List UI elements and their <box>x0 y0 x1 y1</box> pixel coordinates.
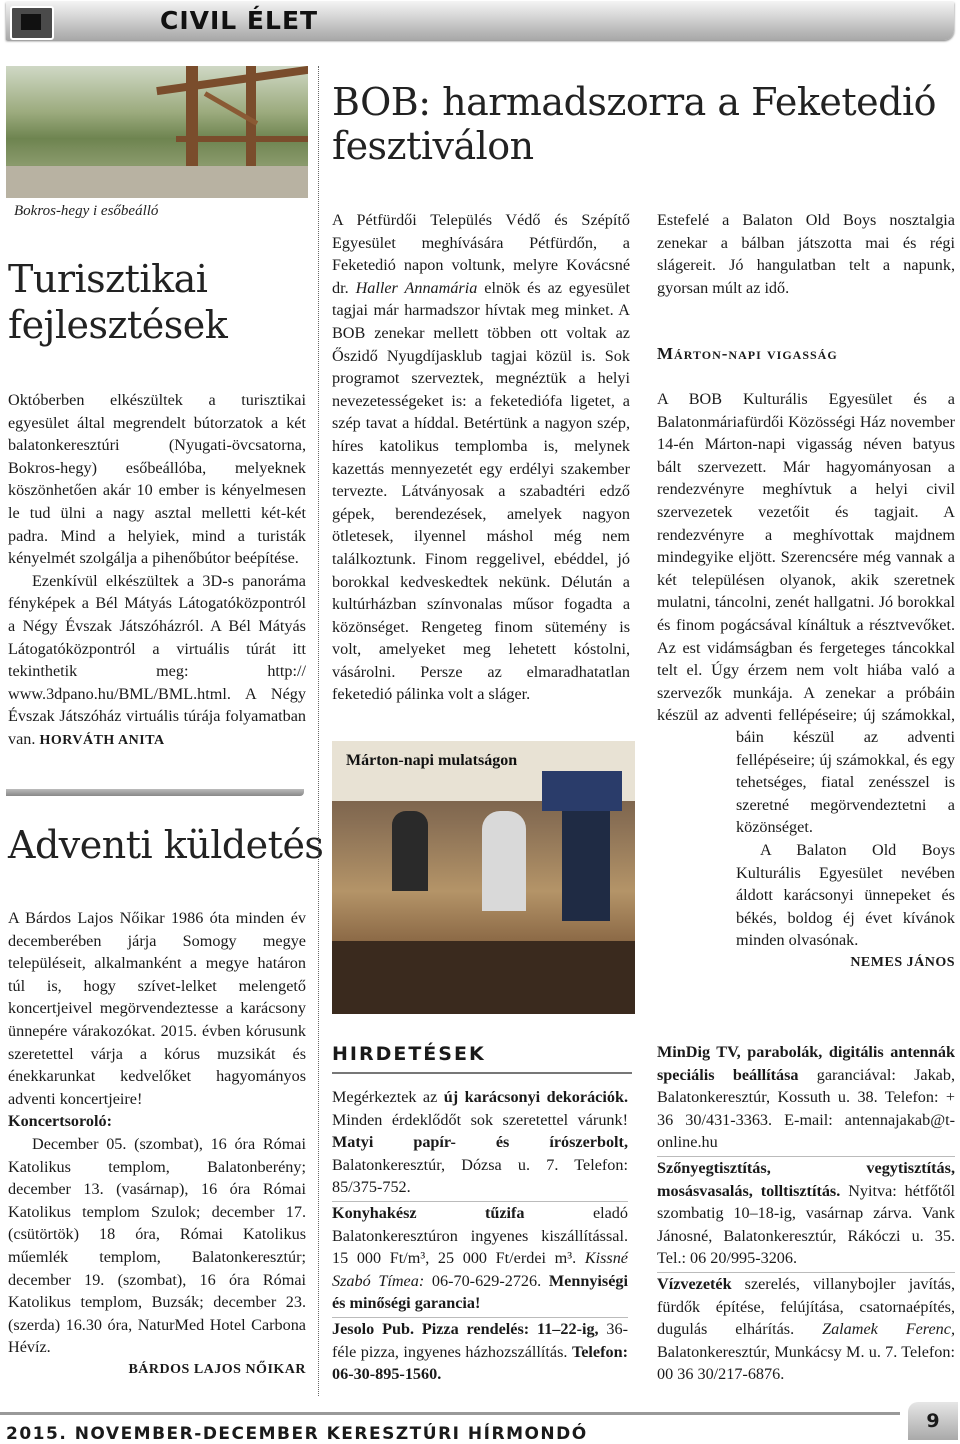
ads-column <box>657 1041 955 1386</box>
text-bold: Matyi papír- és írószerbolt, <box>332 1133 628 1152</box>
divider <box>332 1072 632 1074</box>
title-line: fejlesztések <box>8 303 228 347</box>
text-italic: Kissné Szabó Tímea: <box>332 1249 628 1290</box>
article-title: Adventi küldetés <box>8 823 324 867</box>
article-title <box>8 256 227 348</box>
text: garanciával: Jakab, Balatonkeresztúr, Kossuth u. 38. Telefon: + 36 30/431-3363. E-mail: antennajakab@t-online.hu <box>657 1065 955 1152</box>
footer-rule <box>0 1412 900 1415</box>
paragraph: báin készül az adventi fellépéseire; új számokkal, és egy tehetséges, fiatal zenésszel is szeretné megörvendeztetni a közönséget. <box>736 728 955 837</box>
concert-list: December 05. (szombat), 16 óra Római Katolikus templom, Balatonberény; december 13. (vasárnap), 16 óra Római Katolikus templom Szulok; december 17. (csütörtök) 18 óra, Római Katolikus műemlék templom, Balatonkeresztúr; december 19. (szombat), 16 óra Római Katolikus templom, Buzsák; december 23. (szerda) 16.30 óra, NaturMed Hotel Carbona Hévíz. <box>8 1134 306 1357</box>
author: BÁRDOS LAJOS NŐIKAR <box>128 1361 306 1377</box>
text-bold: Mennyiségi és minőségi garancia! <box>332 1271 628 1313</box>
text: Minden érdeklődőt sok szeretettel várunk! <box>332 1110 628 1129</box>
text-bold: Szőnyegtisztítás, vegytisztítás, mosásvasalás, tolltisztítás. <box>657 1158 955 1200</box>
text: eladó Balatonkeresztúron ingyenes kiszállítással. 15 000 Ft/m³, 25 000 Ft/erdei m³. <box>332 1203 628 1268</box>
paragraph: Estefelé a Balaton Old Boys nosztalgia zenekar a bálban játszotta mai és régi slágereit. Jó hangulatban telt a napunk, gyorsan múlt az idő. <box>657 211 955 297</box>
ad <box>332 1202 628 1318</box>
section-marker-icon <box>10 6 54 40</box>
paragraph: Októberben elkészültek a turisztikai egyesület által megrendelt bútorzatok a két balatonkeresztúri (Nyugati-övcsatorna, Bokros-hegy) esőbeállóba, melyeknek köszönhetően akár 10 ember is kényelmesen le tud ülni a nagy asztal melletti két-két padra. Mind a helyiek, mind a turisták kényelmét szolgálja a pihenőbútor beépítése. <box>8 391 306 568</box>
text: Megérkeztek az <box>332 1088 444 1106</box>
column-separator <box>318 66 319 1396</box>
ads-column <box>332 1086 628 1386</box>
text: elnök és az egyesület tagjai már harmadszor hívtak meg minket. A BOB zenekar mellett többen ott voltak az Őszidő Nyugdíjasklub tagjai közül is. Sok programot szerveztek, megnéztük a helyi nevezetességeket is: a feketediófa ligetet, a szép tavat a híddal. Betértünk a nagyon szép, híres katolikus templomba is, melynek kazettás mennyezetét egy erdélyi szakember tervezte. Látványosak a szabadtéri edző gépek, berendezések, amelyek nagyon ötletesek, ilyennel máshol még nem találkoztunk. Finom reggelivel, ebéddel, jó borokkal kedveskedtek nekünk. Délután a kultúrházban színvonalas műsor fogadta a közönséget. Rengeteg finom sütemény is volt, amelyeket meg lehetett kóstolni, vásárolni. Persze az elmaradhatatlan feketedió pálinka volt a sláger. <box>332 278 630 704</box>
text-bold: Vízvezeték <box>657 1274 732 1293</box>
author: HORVÁTH ANITA <box>39 732 165 748</box>
article-body <box>736 726 955 975</box>
paragraph: A BOB Kulturális Egyesület és a Balatonmáriafürdői Közösségi Ház november 14-én Márton-napi vigasság néven batyus bált szervezett. Már hagyományosan a rendezvényre meghívtuk a helyi civil szervezetek vezetőit és tagjait. A rendezvényre a meghívottak majdnem mindegyike eljött. Szerencsére még vannak a két településen olyanok, akik szeretnek mulatni, táncolni, zenét hallgatni. Jó borokkal és finom pogácsával kínáltuk a résztvevőket. Az est vidámságban és fergeteges táncokkal telt el. Úgy érzem nem volt hiába való a szervezők munkája. A zenekar a próbáin készül az adventi fellépéseire; új számokkal, <box>657 390 955 725</box>
article-body <box>657 209 955 299</box>
title-line: Turisztikai <box>8 257 208 301</box>
text: A Pétfürdői Település Védő és Szépítő Egyesület meghívására Pétfürdőn, a Feketedió napon voltunk, melyre Kovácsné dr. <box>332 211 630 297</box>
shelter-photo <box>6 66 308 198</box>
ad <box>332 1086 628 1202</box>
subheading: Márton-napi vigasság <box>657 344 838 363</box>
divider <box>6 789 304 796</box>
author: NEMES JÁNOS <box>850 954 955 970</box>
text: Nyitva: hétfőtől szombatig 10–18-ig, vasárnap zárva. Vank Jánosné, Balatonkeresztúr, Rákóczi u. 35. Tel.: 06 20/995-3206. <box>657 1181 956 1268</box>
text: 06-70-629-2726. <box>424 1271 549 1290</box>
title-line: BOB: harmadszorra a Feketedió <box>332 80 937 124</box>
article-body <box>657 388 955 726</box>
section-title: CIVIL ÉLET <box>160 6 319 35</box>
paragraph <box>8 570 306 753</box>
ad <box>657 1041 955 1157</box>
text-bold: Telefon: 06-30-895-1560. <box>332 1342 628 1384</box>
article-title <box>332 80 952 168</box>
ad <box>657 1273 955 1386</box>
paragraph-text: Ezenkívül elkészültek a 3D-s panoráma fényképek a Bél Mátyás Látogatóközpontról a Négy Évszak Játszóházról. A Bél Mátyás Látogatóközpontról a virtuális túrát itt tekinthetik meg: http:// www.3dpano.hu/BML/BML.html. A Négy Évszak Játszóház virtuális túrája folyamatban van. <box>8 571 306 748</box>
ads-heading: HIRDETÉSEK <box>332 1043 486 1065</box>
ad <box>657 1157 955 1273</box>
text: Balatonkeresztúr, Munkácsy M. u. 7. Telefon: 00 36 30/217-6876. <box>657 1342 955 1384</box>
article-body <box>332 209 630 706</box>
text-bold: Jesolo Pub. Pizza rendelés: 11–22-ig, <box>332 1319 599 1338</box>
page-number: 9 <box>908 1402 958 1440</box>
article-body <box>8 389 306 753</box>
text-italic: Haller Annamária <box>355 278 478 297</box>
article-body <box>8 907 306 1381</box>
paragraph <box>332 209 630 706</box>
text: 36-féle pizza, ingyenes házhozszállítás. <box>332 1319 629 1361</box>
text-bold: MinDig TV, parabolák, digitális antennák speciális beállítása <box>657 1043 955 1084</box>
paragraph: A Balaton Old Boys Kulturális Egyesület nevében áldott karácsonyi ünnepeket és békés, boldog éj évet kívánok minden olvasónak. <box>736 841 955 950</box>
text-italic: Zalamek Ferenc, <box>822 1320 956 1339</box>
photo-caption: Márton-napi mulatságon <box>346 752 518 769</box>
text-bold: új karácsonyi dekorációk. <box>443 1088 628 1106</box>
issue-label: 2015. NOVEMBER-DECEMBER KERESZTÚRI HÍRMONDÓ <box>6 1424 588 1444</box>
photo-caption: Bokros-hegy i esőbeálló <box>14 203 159 219</box>
concert-label: Koncertsoroló: <box>8 1112 112 1131</box>
text: Balatonkeresztúr, Dózsa u. 7. Telefon: 85/375-752. <box>332 1155 628 1197</box>
ad <box>332 1318 628 1386</box>
paragraph: A Bárdos Lajos Nőikar 1986 óta minden év decemberében járja Somogy megye településeit, alkalmanként a megye határon túl is, hogy szívet-lelket melengető koncertjeivel megörvendeztesse a karácsony ünnepére várakozókat. 2015. évben kórusunk szeretettel várja a kórus muzsikát és énekkarunkat kedvelőket hagyományos adventi koncertjeire! <box>8 909 306 1108</box>
band-photo <box>332 741 635 1014</box>
text: szerelés, villanybojler javítás, fürdők építése, felújítása, csatornaépítés, dugulás elhárítás. <box>657 1274 955 1339</box>
text-bold: Konyhakész tűzifa <box>332 1203 525 1222</box>
section-banner <box>6 2 954 40</box>
title-line: fesztiválon <box>332 124 534 168</box>
